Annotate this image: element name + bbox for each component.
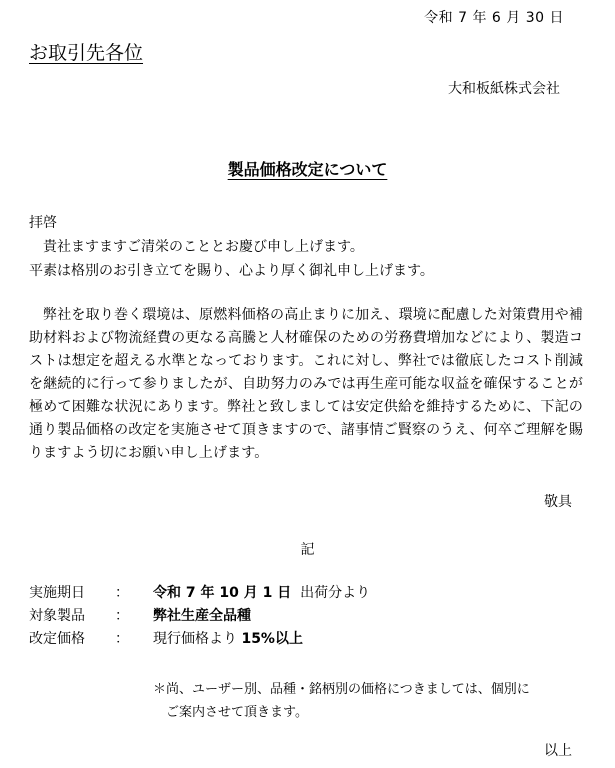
closing: 敬具 bbox=[544, 494, 572, 510]
effective-date-suffix: 出荷分より bbox=[300, 585, 371, 601]
detail-colon: ： bbox=[115, 608, 129, 624]
details-list bbox=[29, 582, 370, 651]
document-title-text: 製品価格改定について bbox=[227, 160, 388, 179]
detail-row-price bbox=[29, 628, 370, 651]
recipient: お取引先各位 bbox=[29, 42, 144, 64]
price-increase: 15%以上 bbox=[241, 631, 303, 647]
note-line-1: ＊尚、ユーザー別、品種・銘柄別の価格につきましては、個別に bbox=[153, 682, 530, 697]
end-mark: 以上 bbox=[544, 743, 572, 759]
document-title bbox=[0, 157, 615, 180]
ki-heading: 記 bbox=[300, 542, 315, 558]
detail-colon: ： bbox=[115, 631, 129, 647]
detail-value-price bbox=[153, 628, 303, 651]
greeting-line-1: 貴社ますますご清栄のこととお慶び申し上げます。 bbox=[43, 239, 364, 255]
note bbox=[153, 678, 530, 724]
greeting bbox=[29, 235, 589, 283]
detail-value-date bbox=[153, 582, 370, 605]
letter-date: 令和 7 年 6 月 30 日 bbox=[424, 10, 564, 26]
detail-value-product bbox=[153, 605, 251, 628]
target-products: 弊社生産全品種 bbox=[153, 608, 251, 624]
detail-label-product: 対象製品 bbox=[29, 608, 85, 624]
body-paragraph: 弊社を取り巻く環境は、原燃料価格の高止まりに加え、環境に配慮した対策費用や補助材料および物流経費の更なる高騰と人材確保のための労務費増加などにより、製造コストは想定を超える水準となっております。これに対し、弊社では徹底したコスト削減を継続的に行って参りましたが、自助努力のみでは再生産可能な収益を確保することが極めて困難な状況にあります。弊社と致しましては安定供給を維持するために、下記の通り製品価格の改定を実施させて頂きますので、諸事情ご賢察のうえ、何卒ご理解を賜りますよう切にお願い申し上げます。 bbox=[29, 307, 583, 461]
detail-row-date bbox=[29, 582, 370, 605]
detail-label-price: 改定価格 bbox=[29, 631, 85, 647]
price-prefix: 現行価格より bbox=[153, 631, 237, 647]
effective-date: 令和 7 年 10 月 1 日 bbox=[153, 585, 292, 601]
greeting-line-2: 平素は格別のお引き立てを賜り、心より厚く御礼申し上げます。 bbox=[29, 263, 434, 279]
salutation: 拝啓 bbox=[29, 215, 57, 231]
sender-company: 大和板紙株式会社 bbox=[448, 81, 560, 97]
note-line-2: ご案内させて頂きます。 bbox=[166, 705, 308, 720]
detail-label-date: 実施期日 bbox=[29, 585, 85, 601]
detail-colon: ： bbox=[115, 585, 129, 601]
detail-row-product bbox=[29, 605, 370, 628]
